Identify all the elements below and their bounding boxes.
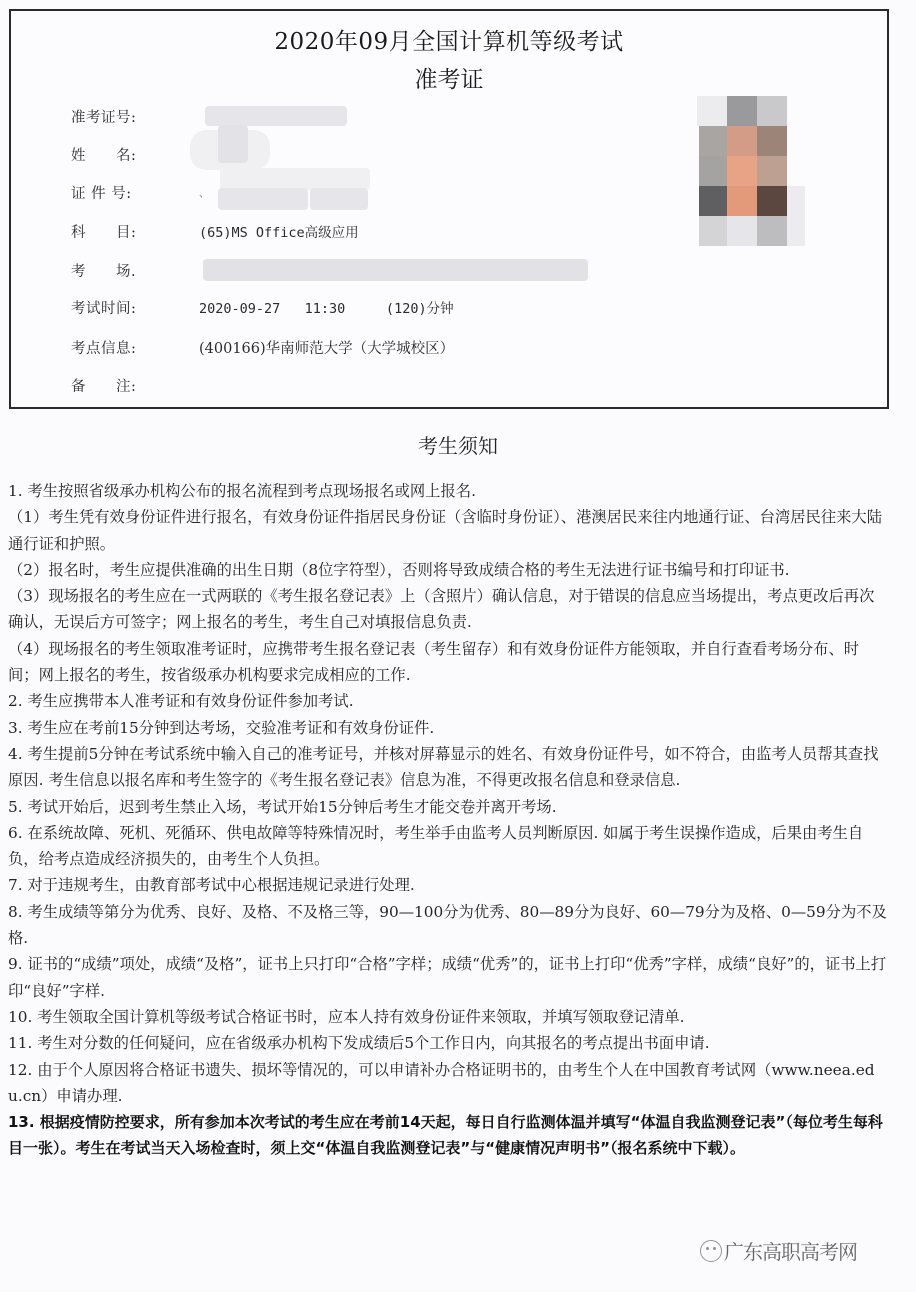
candidate-photo [697, 96, 805, 248]
field-label: 姓 名: [71, 147, 137, 164]
field-name [71, 143, 199, 165]
redacted-id-number-2 [310, 188, 368, 210]
field-label: 考 场. [71, 263, 137, 280]
ticket-subtitle: 准考证 [414, 67, 484, 93]
notice-item: 5. 考试开始后，迟到考生禁止入场，考试开始15分钟后考生才能交卷并离开考场. [8, 797, 557, 816]
field-remarks [71, 374, 199, 396]
field-label: 科 目: [71, 224, 137, 241]
field-value: 、 [199, 188, 209, 200]
notice-item-covid: 13. 根据疫情防控要求，所有参加本次考试的考生应在考前14天起，每日自行监测体温并填写“体温自我监测登记表”（每位考生每科目一张）。考生在考试当天入场检查时，须上交“体温自我监测登记表”与“健康情况声明书”（报名系统中下载）。 [8, 1113, 883, 1158]
field-label: 准考证号: [71, 109, 137, 126]
redacted-ticket-number [205, 106, 347, 126]
field-ticket-number [71, 105, 199, 127]
field-value: 2020-09-27 11:30 (120)分钟 [199, 301, 454, 317]
notice-item: 8. 考生成绩等第分为优秀、良好、及格、不及格三等，90—100分为优秀、80—89分为良好、60—79分为及格、0—59分为不及格. [8, 902, 887, 948]
notice-item: 12. 由于个人原因将合格证书遗失、损坏等情况的，可以申请补办合格证明书的，由考生个人在中国教育考试网（www.neea.edu.cn）申请办理. [8, 1060, 875, 1105]
notice-item: （2）报名时，考生应提供准确的出生日期（8位字符型），否则将导致成绩合格的考生无法进行证书编号和打印证书. [8, 560, 790, 579]
field-value: (400166)华南师范大学（大学城校区） [199, 340, 455, 357]
notice-item: 10. 考生领取全国计算机等级考试合格证书时，应本人持有效身份证件来领取，并填写领取登记清单. [8, 1007, 685, 1026]
field-label: 考点信息: [71, 340, 137, 357]
field-label: 证 件 号: [71, 185, 132, 202]
notice-item: 1. 考生按照省级承办机构公布的报名流程到考点现场报名或网上报名. [8, 482, 476, 500]
notice-item: （3）现场报名的考生应在一式两联的《考生报名登记表》上（含照片）确认信息，对于错误的信息应当场提出，考点更改后再次确认，无误后方可签字；网上报名的考生，考生自己对填报信息负责. [8, 587, 875, 632]
notice-title: 考生须知 [418, 434, 498, 458]
redacted-name [218, 125, 248, 163]
ticket-title: 2020年09月全国计算机等级考试 [274, 29, 624, 55]
wechat-icon [700, 1240, 722, 1262]
redacted-id-number [218, 188, 308, 210]
field-value: (65)MS Office高级应用 [199, 225, 359, 241]
field-id-number [71, 181, 209, 203]
notice-item: （1）考生凭有效身份证件进行报名，有效身份证件指居民身份证（含临时身份证）、港澳居民来往内地通行证、台湾居民往来大陆通行证和护照。 [8, 508, 883, 553]
notice-item: （4）现场报名的考生领取准考证时，应携带考生报名登记表（考生留存）和有效身份证件方能领取，并自行查看考场分布、时间；网上报名的考生，按省级承办机构要求完成相应的工作. [8, 639, 860, 685]
notice-item: 6. 在系统故障、死机、死循环、供电故障等特殊情况时，考生举手由监考人员判断原因. 如属于考生误操作造成，后果由考生自负，给考点造成经济损失的，由考生个人负担。 [8, 823, 864, 869]
field-exam-time [71, 296, 454, 318]
redacted-exam-room [203, 259, 588, 281]
watermark [700, 1236, 857, 1265]
field-label: 备 注: [71, 378, 137, 395]
notice-item: 3. 考生应在考前15分钟到达考场，交验准考证和有效身份证件. [8, 718, 435, 737]
field-exam-room [71, 259, 199, 281]
field-label: 考试时间: [71, 300, 137, 317]
field-exam-site [71, 336, 454, 358]
notice-item: 7. 对于违规考生，由教育部考试中心根据违规记录进行处理. [8, 876, 415, 895]
redacted-id-bg [220, 168, 370, 190]
field-subject [71, 220, 359, 242]
notice-list [8, 478, 888, 1162]
notice-item: 9. 证书的“成绩”项处，成绩“及格”，证书上只打印“合格”字样；成绩“优秀”的，证书上打印“优秀”字样，成绩“良好”的，证书上打印“良好”字样. [8, 955, 887, 1000]
notice-item: 4. 考生提前5分钟在考试系统中输入自己的准考证号，并核对屏幕显示的姓名、有效身份证件号，如不符合，由监考人员帮其查找原因. 考生信息以报名库和考生签字的《考生报名登记表》信息为准，不得更改报名信息和登录信息. [8, 744, 879, 790]
notice-item: 2. 考生应携带本人准考证和有效身份证件参加考试. [8, 692, 354, 711]
notice-item: 11. 考生对分数的任何疑问，应在省级承办机构下发成绩后5个工作日内，向其报名的考点提出书面申请. [8, 1034, 710, 1053]
watermark-text: 广东高职高考网 [724, 1240, 857, 1264]
